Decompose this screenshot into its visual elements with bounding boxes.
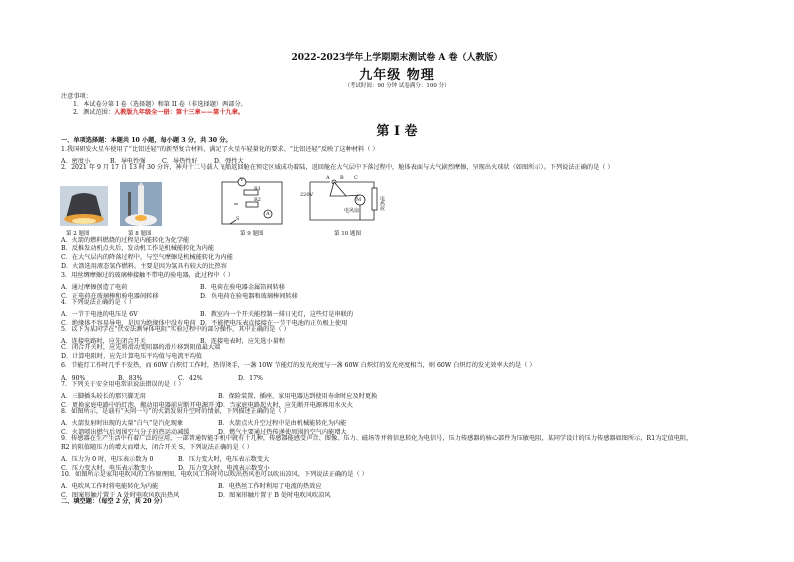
q9-stem: 9．传感器在生产生活中有着广泛的应用，一部普通智能手机中就有十几种，传感器能感受声音、图像、压力、磁场等并将信息转化为电信号，压力传感器的核心部件为压敏电阻，某同学设计的压力传感器如图所示，R1为定值电阻，: [61, 435, 693, 442]
q3-option-b: B．电荷在验电器金属箔间转移: [200, 284, 285, 291]
q9-stem-continued: R2 的阻值随压力的增大而增大，闭合开关 S，下列说法正确的是（ ）: [61, 444, 253, 451]
q3-stem: 3．用丝绸摩擦过的玻璃棒接触不带电的验电器，此过程中（ ）: [61, 272, 234, 279]
section-2-heading: 二、填空题：（每空 2 分，共 20 分）: [61, 498, 167, 505]
exam-subject: 九年级 物理: [359, 68, 435, 83]
q7-option-b: B．保险装置、插座、家用电器达到使用寿命时应及时更换: [218, 393, 378, 400]
q9-option-c: C．压力变大时，电压表示数变小: [61, 465, 153, 472]
q4-option-b: B．教室内一个开关能控制一排日光灯，这些灯是串联的: [200, 311, 354, 318]
q10-option-d: D．图案形触片置于 B 处时电吹风吹凉风: [218, 492, 331, 499]
q1-option-d: D．弹性大: [214, 158, 244, 165]
q1-option-c: C．导热性好: [162, 158, 198, 165]
note-2-prefix: 2．测试范围：: [73, 109, 115, 116]
note-2-scope: 人教版九年级全一册：第十三章——第十九章。: [114, 109, 244, 116]
label-point-c: C: [354, 175, 358, 181]
q6-option-d: D．17%: [238, 375, 263, 382]
label-motor: M: [356, 197, 362, 203]
q9-option-d: D．压力变大时，电流表示数变小: [178, 465, 270, 472]
q9-option-a: A．压力为 0 时，电压表示数为 0: [61, 456, 154, 463]
q7-option-c: C．更换家庭电路中的灯泡、搬动用电器前应断开电源开关: [61, 402, 221, 409]
caption-fig-8: 第 8 题图: [128, 231, 152, 237]
q10-option-c: C．图案形触片置于 A 处时电吹风吹出热风: [61, 492, 180, 499]
q4-option-c: C．绝缘体不容易导电，是因为绝缘体中没有电荷: [61, 320, 196, 327]
q5-option-a: A．连接电路时，应先闭合开关: [61, 338, 146, 345]
q7-option-a: A．三脚插头较长的那只脚无用: [61, 393, 146, 400]
q6-option-a: A．90%: [61, 375, 86, 382]
capsule-figure: [60, 186, 108, 226]
label-heater: 电热丝: [379, 196, 385, 211]
q10-stem: 10．如图所示是家用电吹风的工作原理图，电吹风工作时可以吹出热风也可以吹出凉风。下列说法正确的是（ ）: [61, 471, 368, 478]
q9-option-b: B．压力变大时，电压表示数变大: [178, 456, 270, 463]
caption-fig-2: 第 2 题图: [66, 231, 90, 237]
q4-stem: 4．下列说法正确的是（ ）: [61, 299, 135, 306]
q4-option-a: A．一节干电池的电压是 6V: [61, 311, 138, 318]
exam-title: 2022-2023学年上学期期末测试卷 A 卷（人教版）: [291, 53, 503, 63]
label-point-b: B: [340, 175, 344, 181]
pressure-sensor-circuit: [216, 176, 288, 228]
q7-stem: 7．下列关于安全用电常识说法错误的是（ ）: [61, 381, 185, 388]
q10-option-a: A．电吹风工作时将电能转化为内能: [61, 483, 159, 490]
q8-stem: 8．如图所示，是载有“天问一号”的火箭发射升空时的情景，下列描述正确的是（ ）: [61, 408, 290, 415]
rocket-launch-figure: [120, 182, 162, 226]
q2-stem: 2．2021 年 9 月 17 日 13 时 30 分许，神舟十二号载人飞船返回舱在预定区域成功着陆，返回舱在大气层中下落过程中，舱体表面与大气剧烈摩擦，呈现出火球状（如图所示）。下列说法正确的是（ ）: [61, 164, 614, 171]
q8-option-d: D．燃气主要通过热传递使周围的空气内能增大: [218, 429, 347, 436]
q1-stem: 1.我国研发火星车使用了“比铝还轻”的新型复合材料，满足了火星车轻量化的要求。“比铝还轻”反映了这种材料（ ）: [61, 146, 379, 153]
q8-option-c: C．火箭喷出燃气后周围空气分子的热运动减缓: [61, 429, 190, 436]
q7-option-d: D．当家庭电路起火时，应先断开电源再用水灭火: [218, 402, 353, 409]
q2-option-c: C．在大气层内的降落过程中，与空气摩擦是机械能转化为内能: [61, 254, 233, 261]
section-1-heading: 一、单项选择题：本题共 10 小题，每小题 3 分，共 30 分。: [61, 137, 232, 144]
q6-option-b: B．83%: [118, 375, 143, 382]
q10-option-b: B．电热丝工作时利用了电流的热效应: [218, 483, 322, 490]
circuit-label-r1: R1: [254, 186, 261, 192]
circuit-label-r2: R2: [254, 197, 261, 203]
q3-option-c: C．正电荷在玻璃棒和验电器间转移: [61, 293, 159, 300]
q5-stem: 5．以下为某同学在“伏安法测导体电阻”实验过程中的部分操作，其中正确的是（ ）: [61, 326, 290, 333]
q5-option-b: B．连接电表时，应先选小量程: [200, 338, 285, 345]
hair-dryer-circuit: [300, 172, 390, 230]
label-point-a: A: [326, 175, 330, 181]
q6-option-c: C．42%: [178, 375, 203, 382]
label-220v: 220V: [300, 192, 314, 198]
volume-heading: 第 I 卷: [376, 124, 418, 139]
q4-option-d: D．不能把电压表直接接在一节干电池的正负极上使用: [200, 320, 348, 327]
q2-option-a: A．火箭的燃料燃烧的过程是内能转化为化学能: [61, 237, 190, 244]
exam-meta: （考试时间：90 分钟 试卷满分：100 分）: [344, 83, 450, 89]
q1-option-a: A．密度小: [61, 158, 91, 165]
label-fan: 电风扇: [344, 208, 360, 214]
q6-stem: 6．节能灯工作时几乎不发热，而 60W 白炽灯工作时，热得烫手，一盏 10W 节能灯的发光亮度与一盏 60W 白炽灯的发光亮度相当，则 60W 白炽灯的发光效率大约是（ ）: [61, 362, 536, 369]
note-1: 1．本试卷分第 I 卷（选择题）和第 II 卷（非选择题）两部分。: [73, 101, 247, 108]
q8-option-b: B．火箭点火升空过程中是由机械能转化为内能: [218, 420, 347, 427]
circuit-label-v: V: [240, 177, 244, 183]
q3-option-a: A．通过摩擦创造了电荷: [61, 284, 128, 291]
q5-option-d: D．计算电阻时，应先计算电压平均值与电流平均值: [61, 353, 203, 360]
caption-fig-10: 第 10 题图: [334, 231, 361, 237]
note-2: [73, 110, 244, 116]
q2-option-d: D．火箭选用液态氢作燃料，主要是因为氢具有较大的比热容: [61, 263, 227, 270]
q2-option-b: B．反推发动机点火后，发动机工作是机械能转化为内能: [61, 245, 215, 252]
caption-fig-9: 第 9 题图: [240, 231, 264, 237]
notes-heading: 注意事项：: [61, 93, 92, 100]
q8-option-a: A．火箭发射时出现的大量“白气”是汽化现象: [61, 420, 184, 427]
circuit-label-a: A: [266, 211, 270, 217]
circuit-label-s: S: [236, 216, 240, 222]
q5-option-c: C．闭合开关时，应先将滑动变阻器的滑片移到阻值最大端: [61, 344, 221, 351]
q1-option-b: B．导电性强: [110, 158, 146, 165]
q3-option-d: D．负电荷在验电器和玻璃棒间转移: [200, 293, 298, 300]
